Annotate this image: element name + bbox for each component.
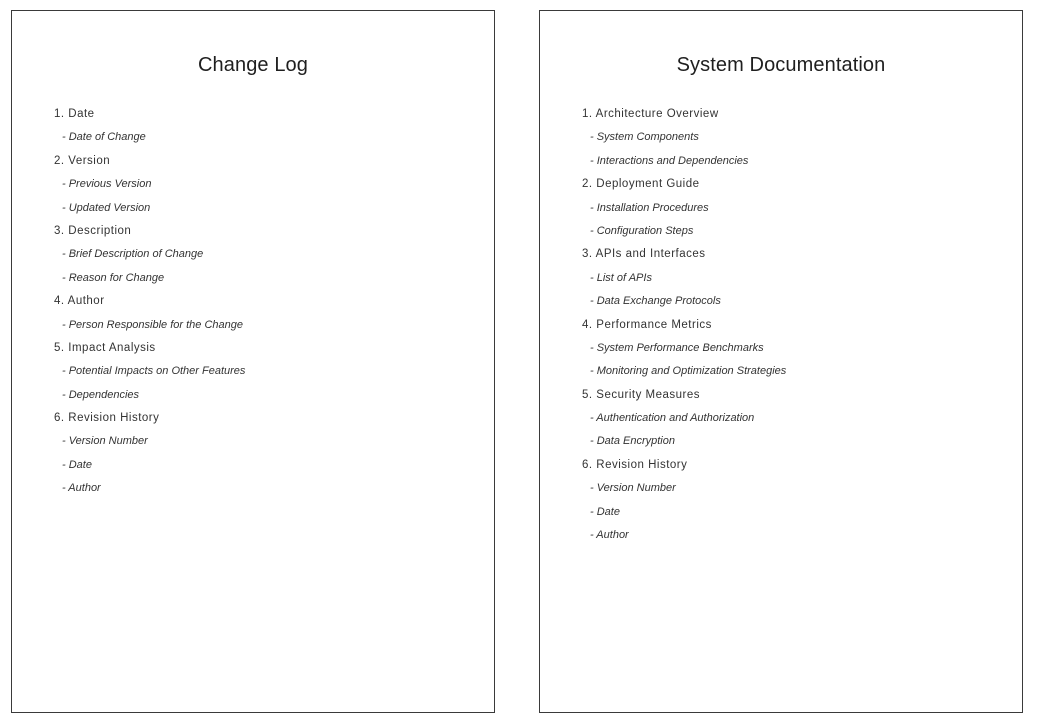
- sub-item: - Dependencies: [62, 388, 140, 401]
- sub-item: - Configuration Steps: [590, 224, 694, 237]
- outline-section: [582, 103, 1002, 173]
- section-heading: 1. Date: [54, 108, 95, 120]
- outline-section: [54, 103, 474, 150]
- sub-item: - Monitoring and Optimization Strategies: [590, 365, 787, 378]
- outline-section: [54, 220, 474, 290]
- outline-section: [582, 314, 1002, 384]
- section-heading: 5. Security Measures: [582, 388, 701, 401]
- section-heading: 6. Revision History: [54, 412, 160, 425]
- sub-item: - Updated Version: [62, 201, 151, 214]
- section-heading: 5. Impact Analysis: [54, 341, 156, 354]
- sub-item: - Potential Impacts on Other Features: [62, 365, 246, 378]
- sub-item: - Date of Change: [62, 131, 146, 144]
- outline-section: [54, 150, 474, 220]
- sub-item: - Date: [62, 458, 92, 471]
- section-heading: 3. APIs and Interfaces: [582, 248, 706, 261]
- outline-section: [54, 290, 474, 337]
- page-title: System Documentation: [676, 54, 886, 76]
- outline-section: [582, 384, 1002, 454]
- sub-item: - Authentication and Authorization: [590, 412, 755, 425]
- sub-item: - Data Encryption: [590, 435, 675, 448]
- sub-item: - Date: [590, 505, 620, 518]
- sub-item: - Person Responsible for the Change: [62, 318, 243, 331]
- sub-item: - List of APIs: [590, 271, 652, 284]
- sub-item: - Previous Version: [62, 178, 152, 191]
- sub-item: - Interactions and Dependencies: [590, 154, 749, 167]
- section-heading: 2. Version: [54, 154, 111, 167]
- outline-section: [582, 454, 1002, 548]
- document-page-change-log: [11, 10, 495, 713]
- sub-item: - Author: [590, 529, 629, 542]
- sub-item: - System Components: [590, 131, 699, 144]
- outline-section: [582, 173, 1002, 243]
- sub-item: - Reason for Change: [62, 271, 165, 284]
- section-heading: 4. Performance Metrics: [582, 318, 712, 331]
- sub-item: - Author: [62, 482, 101, 495]
- page-title: Change Log: [198, 54, 308, 76]
- sub-item: - Version Number: [590, 482, 676, 495]
- outline-section: [54, 407, 474, 501]
- sub-item: - Version Number: [62, 435, 148, 448]
- section-heading: 6. Revision History: [582, 458, 688, 471]
- section-heading: 1. Architecture Overview: [582, 108, 719, 120]
- section-heading: 4. Author: [54, 295, 105, 308]
- sub-item: - System Performance Benchmarks: [590, 341, 764, 354]
- document-page-system-documentation: [539, 10, 1023, 713]
- sub-item: - Data Exchange Protocols: [590, 295, 721, 308]
- sub-item: - Installation Procedures: [590, 201, 709, 214]
- outline-section: [582, 243, 1002, 313]
- outline-section: [54, 337, 474, 407]
- outline-list: [582, 103, 1002, 547]
- section-heading: 2. Deployment Guide: [582, 178, 700, 191]
- sub-item: - Brief Description of Change: [62, 248, 204, 261]
- outline-list: [54, 103, 474, 501]
- section-heading: 3. Description: [54, 224, 132, 237]
